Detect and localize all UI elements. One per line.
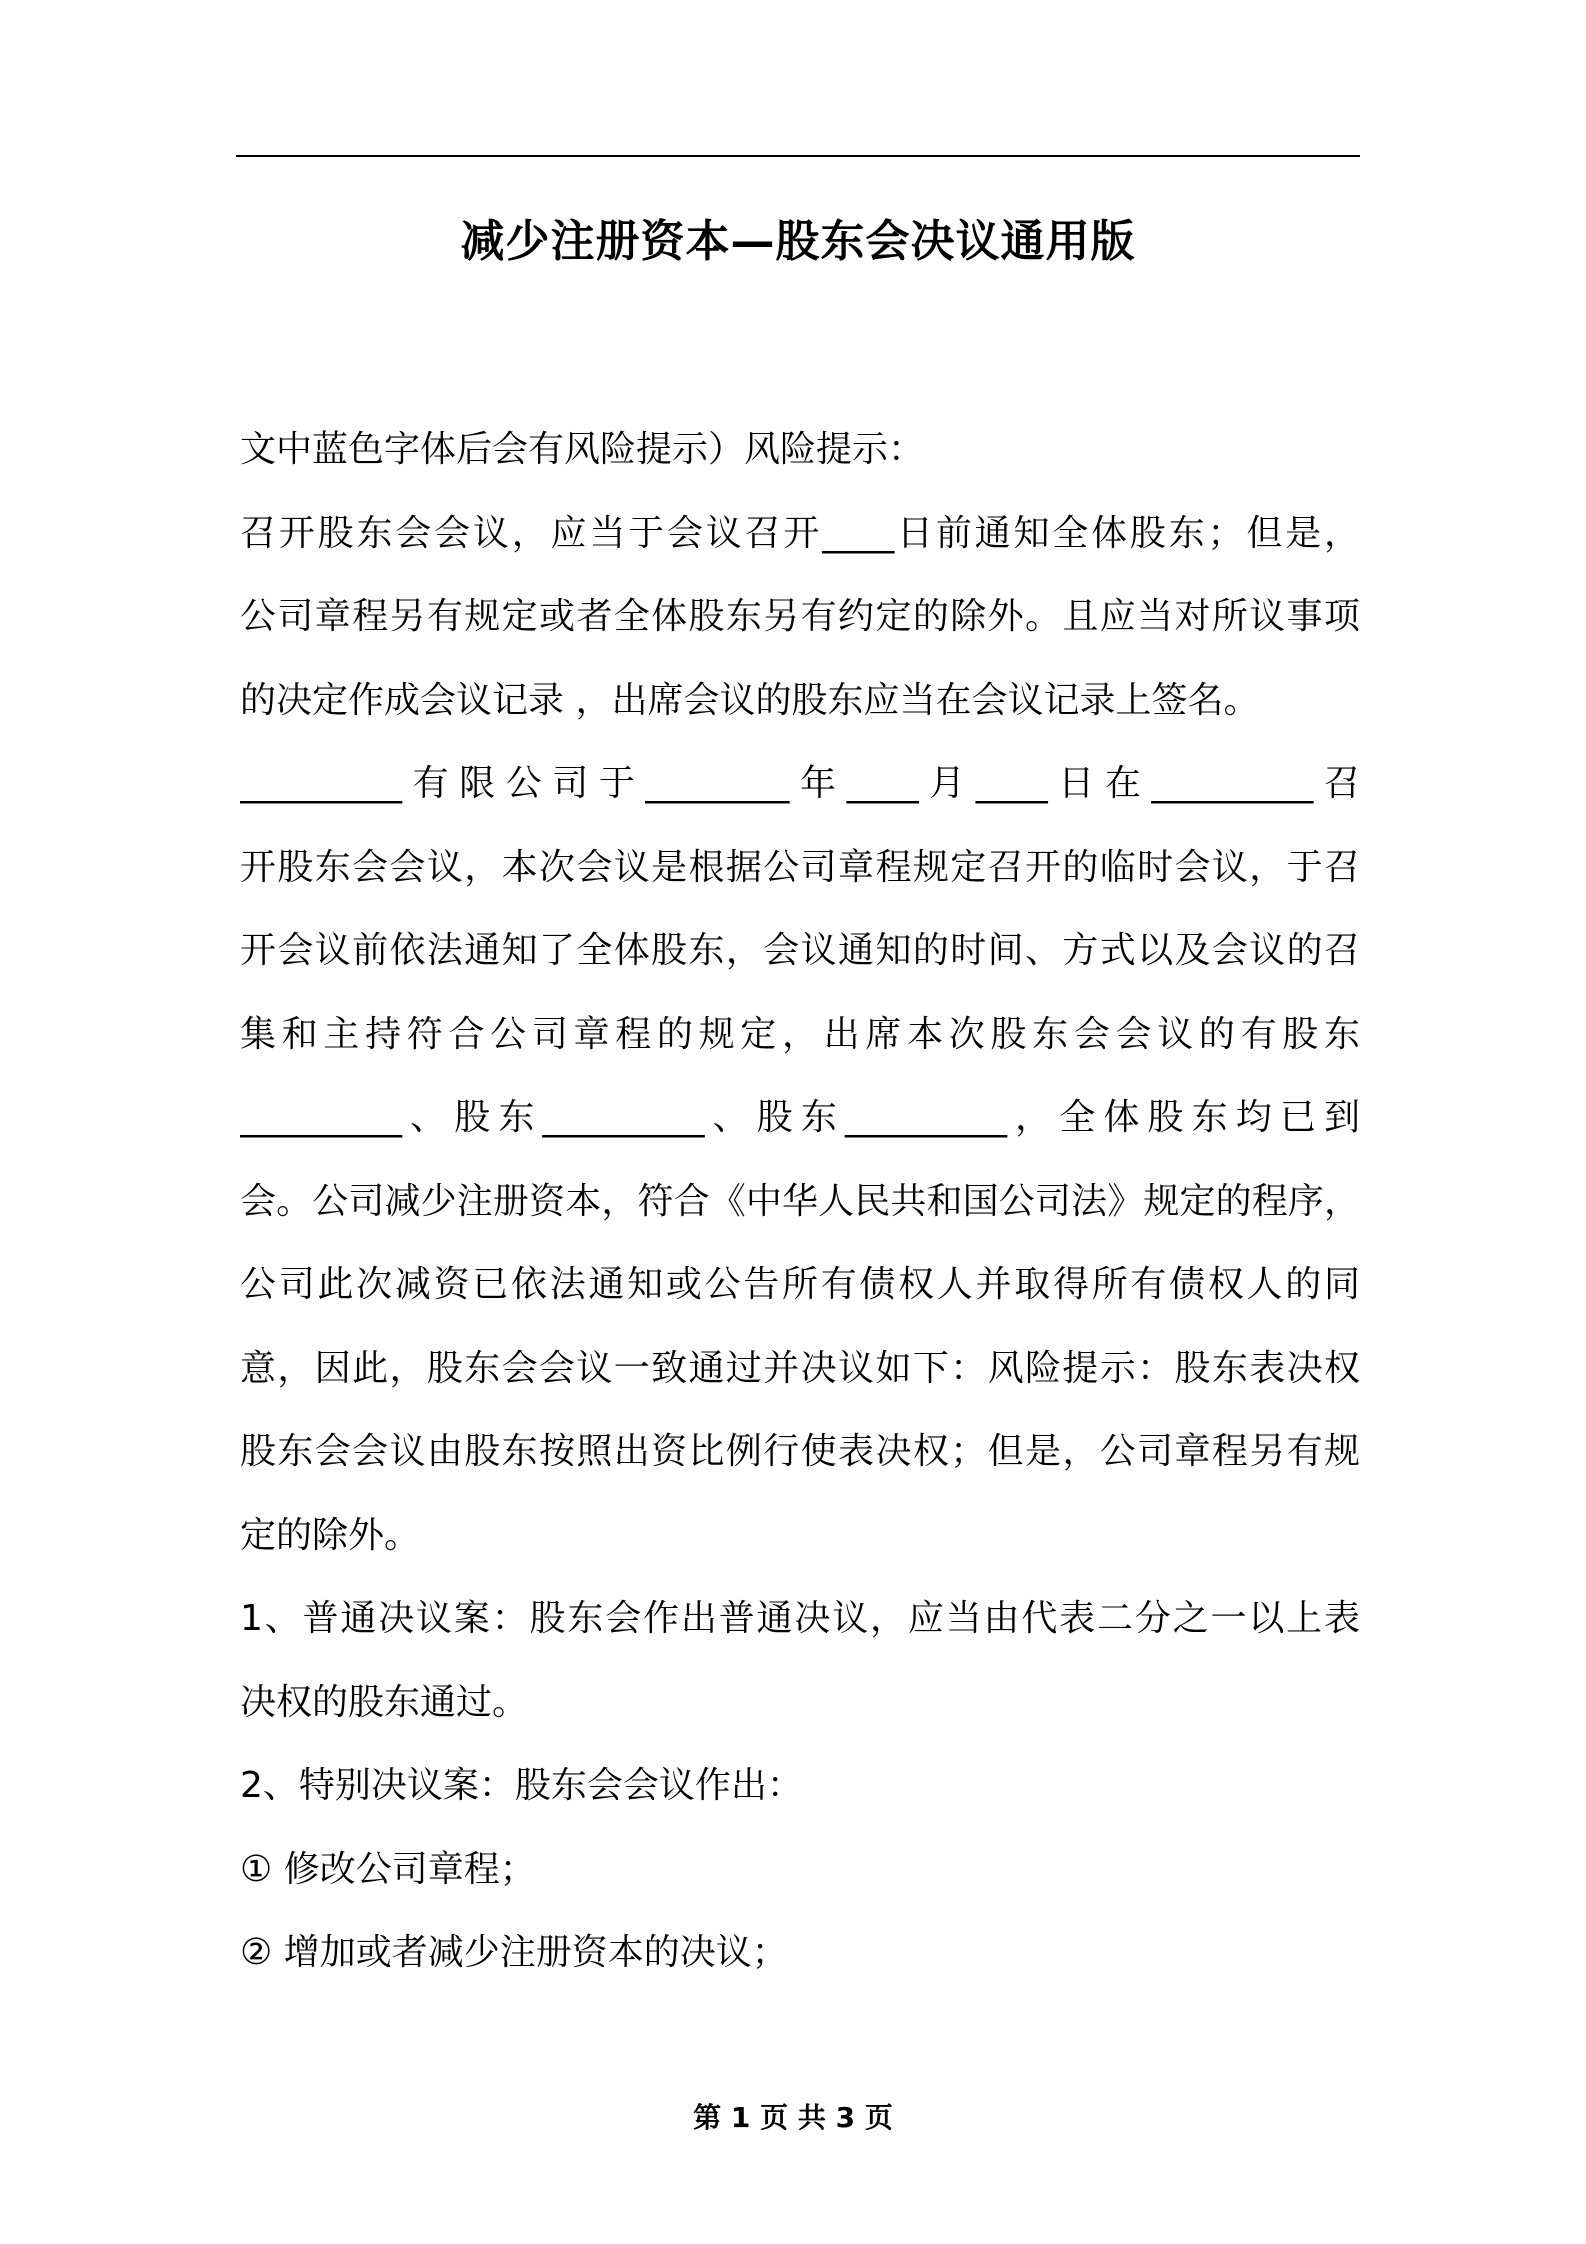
body-line: 会。公司减少注册资本，符合《中华人民共和国公司法》规定的程序， <box>240 1180 1360 1222</box>
document-body <box>240 408 1360 1995</box>
body-line: 意，因此，股东会会议一致通过并决议如下：风险提示：股东表决权 <box>240 1347 1360 1389</box>
list-item: 1、普通决议案：股东会作出普通决议，应当由代表二分之一以上表 <box>240 1598 1360 1639</box>
body-line: 文中蓝色字体后会有风险提示）风险提示： <box>240 429 925 470</box>
list-item: 2、特别决议案：股东会会议作出： <box>240 1765 803 1806</box>
page-number-footer: 第 1 页 共 3 页 <box>693 2101 893 2134</box>
body-line: 开股东会会议，本次会议是根据公司章程规定召开的临时会议，于召 <box>240 846 1360 888</box>
list-item: ② 增加或者减少注册资本的决议； <box>240 1932 788 1973</box>
body-line: 开会议前依法通知了全体股东，会议通知的时间、方式以及会议的召 <box>240 930 1360 971</box>
body-line: 公司章程另有规定或者全体股东另有约定的除外。且应当对所议事项 <box>240 596 1360 637</box>
body-line: 召开股东会会议，应当于会议召开____日前通知全体股东；但是， <box>240 512 1360 554</box>
body-line: 公司此次减资已依法通知或公告所有债权人并取得所有债权人的同 <box>240 1264 1360 1305</box>
body-line: _________、股东_________、股东_________，全体股东均已到 <box>240 1097 1360 1138</box>
body-line: 决权的股东通过。 <box>240 1681 529 1723</box>
header-divider <box>236 155 1360 157</box>
body-line: _________有限公司于________年____月____日在_________召 <box>240 763 1360 804</box>
body-line: 定的除外。 <box>240 1514 421 1556</box>
body-line: 集和主持符合公司章程的规定，出席本次股东会会议的有股东 <box>240 1013 1360 1055</box>
body-line: 的决定作成会议记录 ，出席会议的股东应当在会议记录上签名。 <box>240 679 1260 721</box>
body-line: 股东会会议由股东按照出资比例行使表决权；但是，公司章程另有规 <box>240 1431 1360 1472</box>
document-title: 减少注册资本—股东会决议通用版 <box>460 216 1136 267</box>
list-item: ① 修改公司章程； <box>240 1848 536 1890</box>
